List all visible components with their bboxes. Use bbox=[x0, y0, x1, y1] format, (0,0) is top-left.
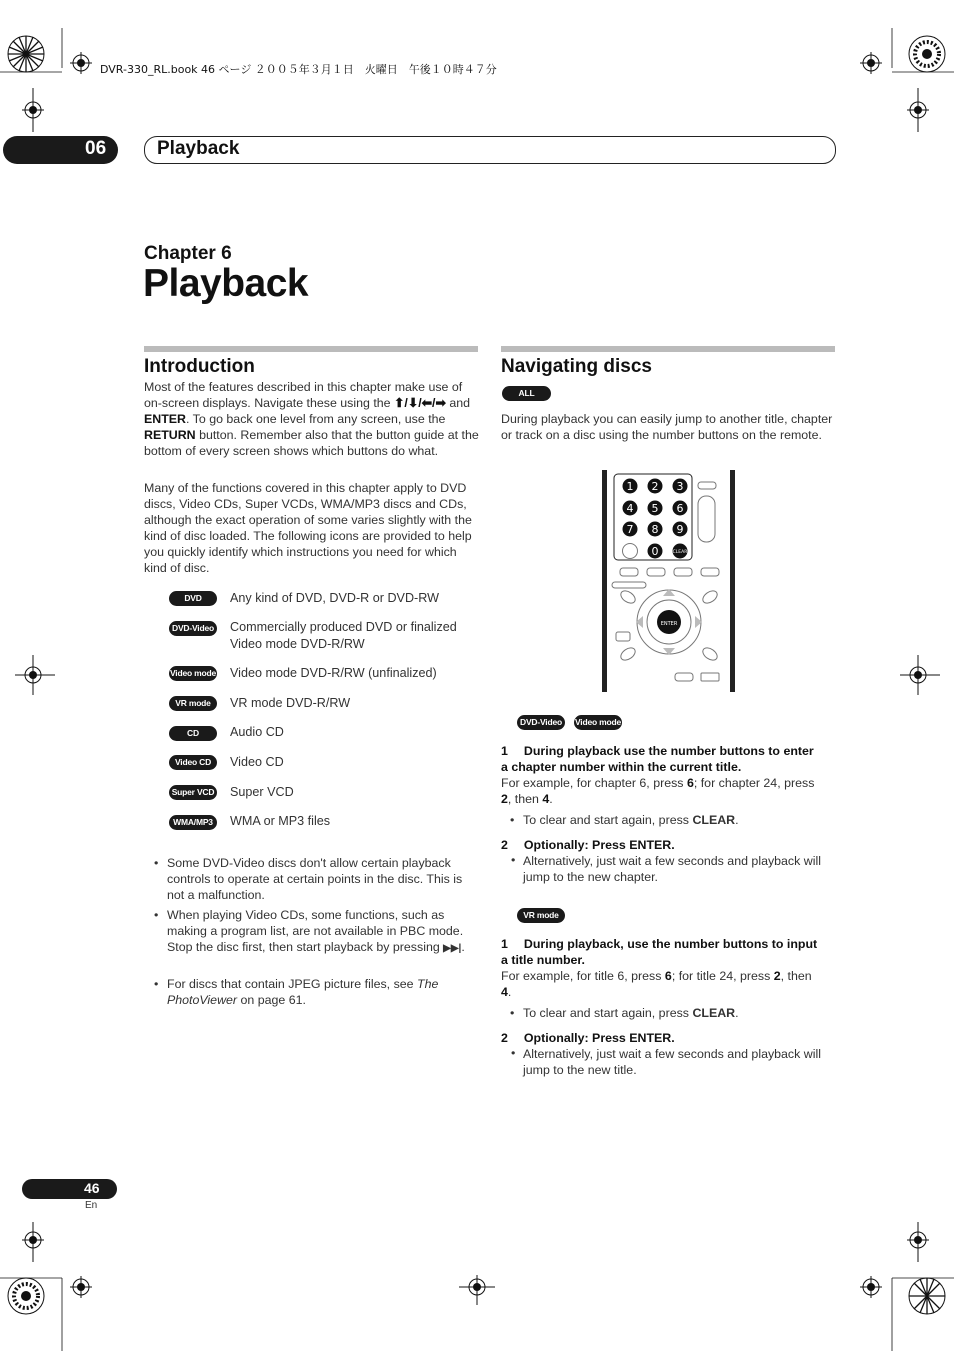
remote-key-label: 8 bbox=[651, 523, 659, 536]
badge-wma-mp3: WMA/MP3 bbox=[169, 815, 217, 830]
header-section-title: Playback bbox=[157, 138, 240, 159]
chapter-label: Chapter 6 bbox=[144, 243, 232, 264]
chapter-tab bbox=[3, 136, 118, 164]
introduction-title: Introduction bbox=[144, 356, 255, 377]
remote-key-label: 4 bbox=[626, 502, 634, 515]
badge-video-cd: Video CD bbox=[169, 755, 217, 770]
registration-mark-bottom-right bbox=[830, 1222, 954, 1351]
icon-desc-vr-mode: VR mode DVD-R/RW bbox=[230, 696, 351, 710]
video-step-1 bbox=[501, 743, 821, 775]
enter-key: ENTER bbox=[144, 412, 186, 426]
video-clear-note: • To clear and start again, press CLEAR. bbox=[510, 813, 739, 827]
navigating-intro: During playback you can easily jump to another title, chapter or track on a disc using the number buttons on the remote. bbox=[501, 412, 833, 442]
next-track-icon: ▶▶| bbox=[443, 943, 462, 954]
remote-key-label: 2 bbox=[651, 480, 659, 493]
video-alt-note: Alternatively, just wait a few seconds and playback will jump to the new chapter. bbox=[523, 854, 821, 884]
vr-step-1-example: For example, for title 6, press 6; for title 24, press 2, then 4. bbox=[501, 969, 812, 999]
bullet-dot: • bbox=[511, 1046, 516, 1060]
registration-mark-top-right bbox=[830, 28, 954, 158]
section-rule-navigating bbox=[501, 346, 835, 352]
page-reference: The PhotoViewer bbox=[167, 977, 439, 1007]
icon-desc-dvd-video: Commercially produced DVD or finalized Video mode DVD-R/RW bbox=[230, 620, 457, 651]
remote-control-illustration bbox=[600, 470, 740, 692]
remote-key-label: 5 bbox=[651, 502, 659, 515]
text: . bbox=[461, 940, 465, 954]
text: During playback use the number buttons to enter a chapter number within the current title. bbox=[501, 744, 814, 774]
return-key: RETURN bbox=[144, 428, 196, 442]
registration-mark-bottom-center bbox=[455, 1275, 499, 1305]
icon-desc-video-cd: Video CD bbox=[230, 755, 284, 769]
bullet-dot: • bbox=[511, 853, 516, 867]
page-number-tab bbox=[22, 1179, 117, 1199]
remote-key-label: 1 bbox=[626, 480, 634, 493]
note-3: • For discs that contain JPEG picture files, see The PhotoViewer on page 61. bbox=[154, 977, 439, 1007]
step-number: 1 bbox=[501, 744, 508, 758]
enter-key-label: ENTER bbox=[660, 621, 678, 627]
introduction-paragraph-2: Many of the functions covered in this chapter apply to DVD discs, Video CDs, Super VCDs, WMA/MP3 discs and CDs, although the exact operation of some varies slightly with the kind of disc loaded. The following icons are provided to help you quickly identify which instructions you need for which kind of disc. bbox=[144, 481, 472, 575]
text: on page 61. bbox=[237, 993, 306, 1007]
introduction-paragraph-1 bbox=[144, 379, 480, 459]
icon-desc-super-vcd: Super VCD bbox=[230, 785, 294, 799]
step-number: 2 bbox=[501, 1031, 508, 1045]
chapter-number: 06 bbox=[85, 138, 107, 159]
step-number: 1 bbox=[501, 937, 508, 951]
language-code: En bbox=[85, 1200, 98, 1211]
remote-key-label: 7 bbox=[626, 523, 634, 536]
icon-desc-cd: Audio CD bbox=[230, 725, 284, 739]
vr-step-2 bbox=[501, 1030, 821, 1046]
remote-key-label: 0 bbox=[651, 545, 659, 558]
vr-step-1 bbox=[501, 936, 821, 968]
registration-mark-mid-right bbox=[900, 655, 940, 695]
remote-key-label: 6 bbox=[676, 502, 684, 515]
text: Some DVD-Video discs don't allow certain playback controls to operate at certain points in the disc. This is not a malfunction. bbox=[167, 856, 463, 902]
header-bar bbox=[144, 136, 836, 164]
navigating-title: Navigating discs bbox=[501, 356, 652, 377]
video-step-2 bbox=[501, 837, 821, 853]
text: Most of the features described in this chapter make use of on-screen displays. Navigate these using the bbox=[144, 380, 463, 410]
registration-mark-mid-left bbox=[15, 655, 55, 695]
badge-all: ALL bbox=[502, 386, 551, 401]
text: . To go back one level from any screen, use the bbox=[186, 412, 446, 426]
text: Optionally: Press ENTER. bbox=[523, 838, 675, 852]
note-1: • Some DVD-Video discs don't allow certain playback controls to operate at certain points in the disc. This is not a malfunction. bbox=[154, 856, 463, 902]
badge-dvd-video: DVD-Video bbox=[169, 621, 217, 636]
text: Optionally: Press ENTER. bbox=[523, 1031, 675, 1045]
arrow-keys-icon: ⬆/⬇/⬅/➡ bbox=[394, 396, 446, 410]
remote-key-label: 9 bbox=[676, 523, 684, 536]
vr-clear-note: • To clear and start again, press CLEAR. bbox=[510, 1006, 739, 1020]
icon-desc-dvd: Any kind of DVD, DVD-R or DVD-RW bbox=[230, 591, 440, 605]
icon-desc-wma-mp3: WMA or MP3 files bbox=[230, 814, 331, 828]
section-rule-introduction bbox=[144, 346, 478, 352]
video-step-1-example: For example, for chapter 6, press 6; for chapter 24, press 2, then 4. bbox=[501, 776, 815, 806]
badge-dvd: DVD bbox=[169, 591, 217, 606]
print-info-line: DVR-330_RL.book 46 ページ ２００５年３月１日 火曜日 午後１０時４７分 bbox=[100, 63, 497, 76]
text: During playback, use the number buttons to input a title number. bbox=[501, 937, 818, 967]
badge-vr-mode: VR mode bbox=[169, 696, 217, 711]
text: When playing Video CDs, some functions, such as making a program list, are not available in PBC mode. Stop the disc first, then start playback by pressing bbox=[167, 908, 464, 954]
badge-video-mode-nav: Video mode bbox=[574, 715, 622, 730]
badge-super-vcd: Super VCD bbox=[169, 785, 217, 800]
badge-cd: CD bbox=[169, 726, 217, 741]
step-number: 2 bbox=[501, 838, 508, 852]
badge-video-mode: Video mode bbox=[169, 666, 217, 681]
badge-vr-mode-nav: VR mode bbox=[517, 908, 565, 923]
page-number: 46 bbox=[84, 1180, 100, 1196]
icon-desc-video-mode: Video mode DVD-R/RW (unfinalized) bbox=[230, 666, 437, 680]
vr-alt-note: Alternatively, just wait a few seconds and playback will jump to the new title. bbox=[523, 1047, 821, 1077]
text: and bbox=[445, 396, 471, 410]
text: button. Remember also that the button guide at the bottom of every screen shows which buttons do what. bbox=[144, 428, 479, 458]
chapter-title: Playback bbox=[143, 262, 309, 305]
remote-key-clear-label: CLEAR bbox=[672, 550, 688, 555]
remote-key-label: 3 bbox=[676, 480, 684, 493]
note-2: • When playing Video CDs, some functions, such as making a program list, are not available in PBC mode. Stop the disc first, then start playback by pressing ▶▶|. bbox=[154, 908, 465, 954]
badge-dvd-video-nav: DVD-Video bbox=[517, 715, 565, 730]
registration-mark-bottom-left bbox=[0, 1222, 110, 1351]
text: For discs that contain JPEG picture files, see bbox=[167, 977, 417, 991]
